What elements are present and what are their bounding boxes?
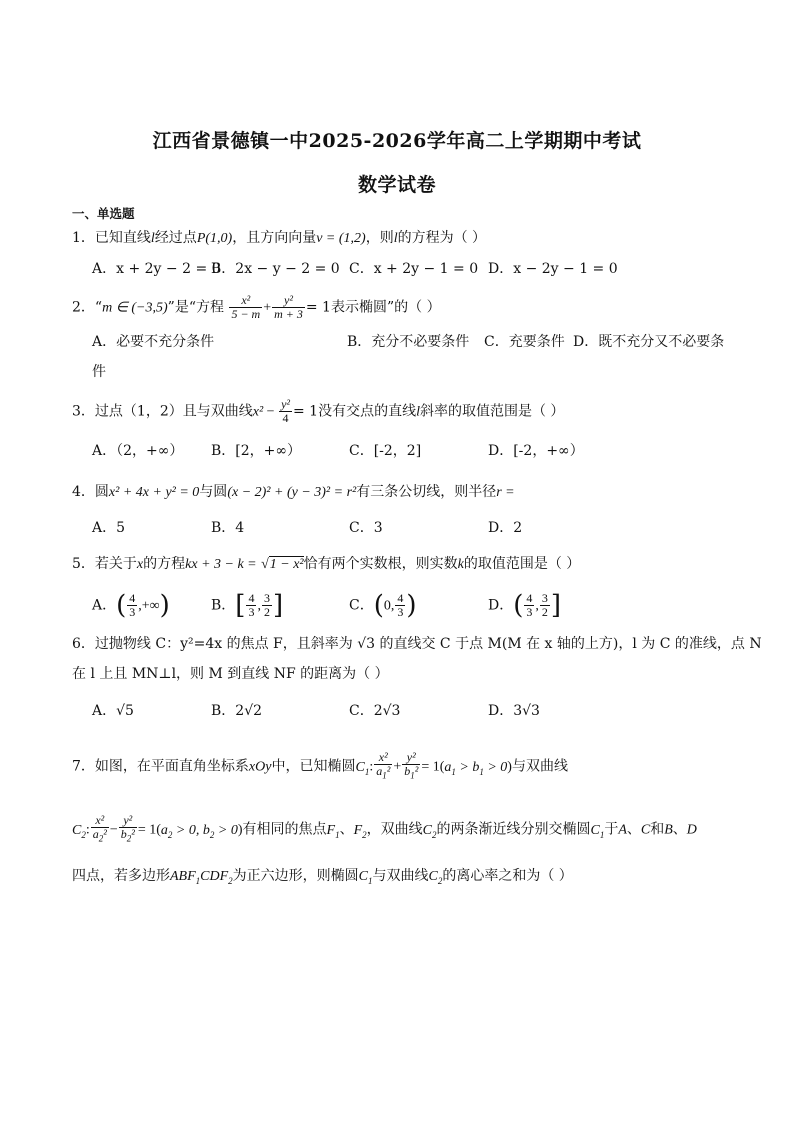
q1-option-b: B．2x − y − 2 = 0 (211, 261, 340, 277)
q4-option-c: C．3 (349, 520, 383, 536)
q5-option-c: C．(0, $\frac{4}{3}$ ) (349, 590, 417, 621)
q4-option-d: D．2 (488, 520, 523, 536)
q4-option-a: A．5 (92, 520, 126, 536)
q2-option-d: D．既不充分又不必要条 (573, 334, 725, 350)
question-6-line-2: 在 l 上且 MN⊥l，则 M 到直线 NF 的距离为（ ） (72, 666, 389, 682)
q4-option-b: B．4 (211, 520, 245, 536)
question-7-line-2: $C_2$: $\frac{\text{x²}}{a_2^2}$ − $\frac{\text{y²}}{b_2^2}$ = $1(a_2 > 0$, $b_2 > 0$)有相同的焦点$F_1$、$F_2$，双曲线$C_2$的两条渐近线分别交椭圆$C_1$于A、C和B、D (72, 813, 697, 844)
q1-option-c: C．x + 2y − 1 = 0 (349, 261, 479, 277)
section-heading: 一、单选题 (72, 206, 135, 221)
question-4-stem: 4．圆x² + 4x + y² = 0与圆(x − 2)² + (y − 3)² = r²有三条公切线，则半径r = (72, 484, 515, 500)
q2-option-c: C．充要条件 (484, 334, 565, 350)
q6-option-c: C．2√3 (349, 703, 401, 719)
question-1-stem: 1．已知直线l经过点P(1,0)，且方向向量v = (1,2)，则l的方程为（ ） (72, 230, 487, 246)
q3-option-a: A．（2，+∞） (92, 443, 184, 459)
q2-option-d-wrap: 件 (92, 364, 106, 380)
question-6-line-1: 6．过抛物线 C：y²=4x 的焦点 F，且斜率为 √3 的直线交 C 于点 M(M 在 x 轴的上方)，l 为 C 的准线，点 N (72, 636, 762, 652)
q6-option-b: B．2√2 (211, 703, 263, 719)
q5-option-d: D．( $\frac{4}{3}$ , $\frac{3}{2}$ ] (488, 590, 562, 621)
fraction: $\frac{\text{x²}}{5 - m}$ (231, 293, 261, 321)
q6-option-a: A．√5 (92, 703, 134, 719)
q5-option-a: A．( $\frac{4}{3}$ ,+∞) (92, 590, 170, 621)
q3-option-c: C．[-2，2] (349, 443, 422, 459)
q1-option-a: A．x + 2y − 2 = 0 (92, 261, 221, 277)
page-subtitle: 数学试卷 (357, 174, 436, 196)
fraction: $\frac{\text{x²}}{a_1^2}$ (376, 750, 391, 781)
q2-option-a: A．必要不充分条件 (92, 334, 215, 350)
q3-option-d: D．[-2，+∞） (488, 443, 584, 459)
question-5-stem: 5．若关于x的方程kx + 3 − k = √1 − x²恰有两个实数根，则实数k的取值范围是（ ） (72, 556, 581, 572)
q1-option-d: D．x − 2y − 1 = 0 (488, 261, 618, 277)
fraction: $\frac{\text{y²}}{m + 3}$ (274, 293, 303, 321)
q6-option-d: D．3√3 (488, 703, 540, 719)
question-2-stem: 2．“m ∈ (−3,5)”是“方程 $\frac{\text{x²}}{5 - m}$ + $\frac{\text{y²}}{m + 3}$ = 1表示椭圆”的（ ） (72, 293, 441, 321)
q3-option-b: B．[2，+∞） (211, 443, 302, 459)
fraction: $\frac{\text{y²}}{b_1^2}$ (404, 750, 419, 781)
q2-option-b: B．充分不必要条件 (347, 334, 470, 350)
question-7-line-3: 四点，若多边形$ABF_1CDF_2$为正六边形，则椭圆$C_1$与双曲线$C_2$的离心率之和为（ ） (72, 868, 573, 886)
fraction: $\frac{\text{y²}}{b_2^2}$ (120, 813, 135, 844)
fraction: $\frac{\text{x²}}{a_2^2}$ (92, 813, 107, 844)
question-3-stem: 3．过点（1，2）且与双曲线x² − $\frac{\text{y²}}{4}$ = 1没有交点的直线l斜率的取值范围是（ ） (72, 397, 565, 425)
question-7-line-1: 7．如图，在平面直角坐标系xOy中，已知椭圆$C_1$: $\frac{\text{x²}}{a_1^2}$ + $\frac{\text{y²}}{b_1^2}$ = $1(a_1 > b_1 > 0)$与双曲线 (72, 750, 568, 781)
q5-option-b: B．[ $\frac{4}{3}$ , $\frac{3}{2}$ ] (211, 590, 284, 621)
fraction: $\frac{\text{y²}}{4}$ (281, 397, 290, 425)
page-title: 江西省景德镇一中2025-2026学年高二上学期期中考试 (152, 130, 642, 152)
